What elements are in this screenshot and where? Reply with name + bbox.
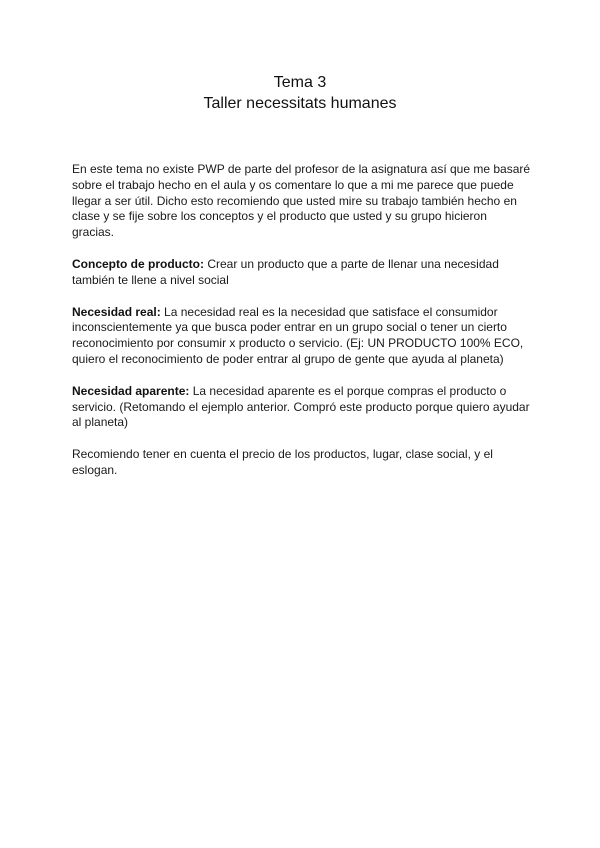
document-title <box>0 72 600 114</box>
intro-paragraph: En este tema no existe PWP de parte del profesor de la asignatura así que me basaré sobre el trabajo hecho en el aula y os comentare lo que a mi me parece que puede llegar a ser útil. Dicho esto recomiendo que usted mire su trabajo también hecho en clase y se fije sobre los conceptos y el producto que usted y su grupo hicieron gracias. <box>72 162 531 240</box>
closing-paragraph: Recomiendo tener en cuenta el precio de los productos, lugar, clase social, y el eslogan. <box>72 447 493 477</box>
necesidad-real-text: La necesidad real es la necesidad que satisface el consumidor inconscientemente ya que busca poder entrar en un grupo social o tener un cierto reconocimiento por consumir x producto o servicio. (Ej: UN PRODUCTO 100% ECO, quiero el reconocimiento de poder entrar al grupo de gente que ayuda al planeta) <box>72 304 524 366</box>
title-topic: Tema 3 <box>273 74 327 91</box>
necesidad-aparente-label: Necesidad aparente: <box>72 383 190 398</box>
necesidad-real-paragraph <box>72 305 532 368</box>
concepto-paragraph <box>72 257 532 289</box>
concepto-label: Concepto de producto: <box>72 256 204 271</box>
necesidad-aparente-text: La necesidad aparente es el porque compras el producto o servicio. (Retomando el ejemplo anterior. Compró este producto porque quiero ayudar al planeta) <box>72 383 530 430</box>
concepto-text: Crear un producto que a parte de llenar una necesidad también te llene a nivel social <box>72 256 499 287</box>
necesidad-real-label: Necesidad real: <box>72 304 161 319</box>
necesidad-aparente-paragraph <box>72 384 532 431</box>
title-subject: Taller necessitats humanes <box>203 95 397 112</box>
document-body <box>72 162 532 495</box>
